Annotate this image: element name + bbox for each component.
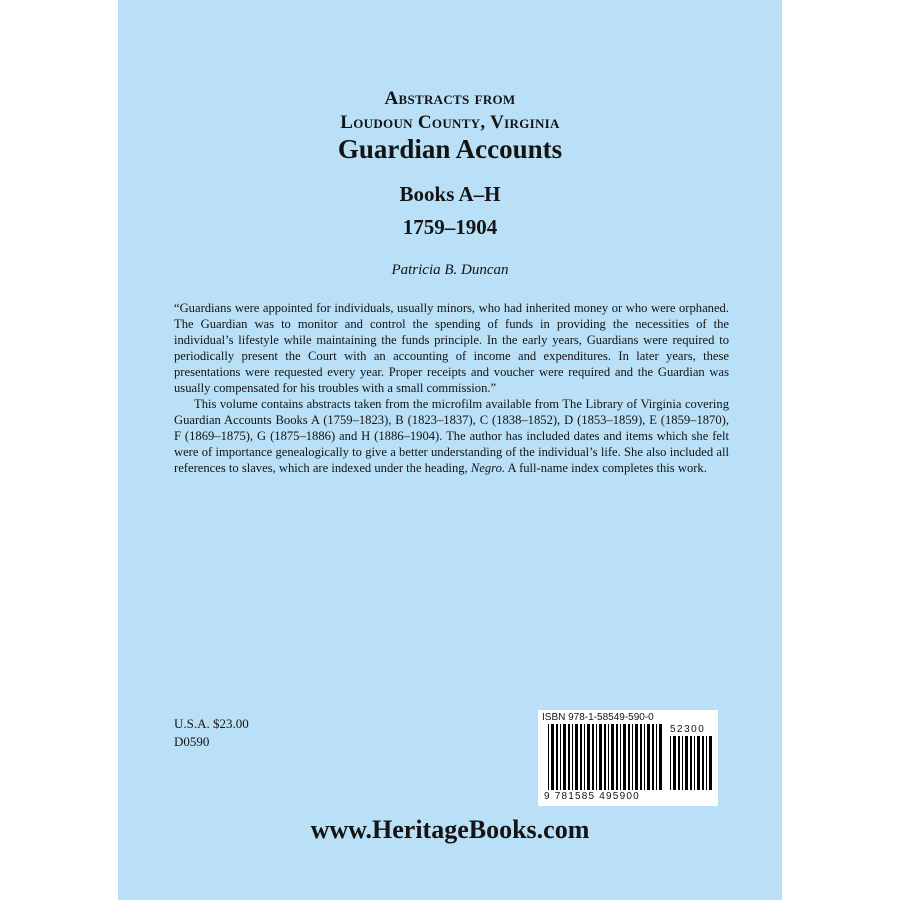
barcode-bar: [563, 724, 566, 790]
barcode-bar: [670, 736, 671, 790]
description-paragraph-1: “Guardians were appointed for individuals, usually minors, who had inherited money or who were orphaned. The Guardian was to monitor and control the spending of funds in providing the necessities of the individual’s lifestyle while maintaining the funds principle. In the early years, Guardians were required to periodically present the Court with an accounting of income and expenditures. In later years, these presentations were requested every year. Proper receipts and voucher were required and the Guardian was usually compensated for his troubles with a small commission.”: [174, 301, 729, 395]
barcode-bar: [656, 724, 657, 790]
barcode-bar: [611, 724, 614, 790]
header-line-2: Loudoun County, Virginia: [340, 112, 560, 133]
barcode-bar: [556, 724, 558, 790]
barcode-bar: [652, 724, 654, 790]
barcode-bar: [709, 736, 712, 790]
barcode-bar: [694, 736, 695, 790]
barcode-bar: [659, 724, 662, 790]
barcode-bar: [599, 724, 602, 790]
barcode-bar: [706, 736, 707, 790]
barcode-label: [538, 710, 718, 806]
barcode-bar: [572, 724, 573, 790]
barcode-bar: [628, 724, 630, 790]
barcode-bar: [673, 736, 676, 790]
barcode-digits: 9 781585 495900: [544, 791, 640, 802]
website-url: www.HeritageBooks.com: [310, 815, 590, 844]
book-title: Guardian Accounts: [337, 134, 563, 164]
year-range: 1759–1904: [402, 215, 498, 239]
header-line-1: Abstracts from: [384, 88, 516, 109]
book-back-cover: [118, 0, 782, 900]
barcode-bar: [580, 724, 582, 790]
barcode-bar: [616, 724, 618, 790]
description-text-end: A full-name index completes this work.: [505, 461, 707, 475]
barcode-bar: [548, 724, 549, 790]
barcode-bar: [584, 724, 585, 790]
barcode-bar: [632, 724, 633, 790]
barcode-bar: [623, 724, 626, 790]
barcode-bar: [560, 724, 561, 790]
barcode-bar: [592, 724, 594, 790]
barcode-bar: [620, 724, 621, 790]
barcode-bar: [596, 724, 597, 790]
barcode-bar: [647, 724, 650, 790]
barcode-bar: [682, 736, 683, 790]
barcode-bar: [635, 724, 638, 790]
barcode-bar: [568, 724, 570, 790]
description-italic: Negro.: [470, 461, 506, 475]
description-text: This volume contains abstracts taken from the microfilm available from The Library of Virginia covering Guardian Accounts Books A (1759–1823), B (1823–1837), C (1838–1852), D (1853–1859), E (1859–1870), F (1869–1875), G (1875–1886) and H (1886–1904). The author has included dates and items which she felt were of importance genealogically to give a better understanding of the individual’s life. She also included all references to slaves, which are indexed under the heading,: [174, 397, 729, 475]
barcode-bar: [690, 736, 692, 790]
isbn-text: ISBN 978-1-58549-590-0: [542, 712, 654, 723]
description-paragraph-2: [174, 396, 729, 476]
description: [174, 300, 729, 476]
barcode-bar: [575, 724, 578, 790]
barcode-bar: [604, 724, 606, 790]
author-name: Patricia B. Duncan: [391, 262, 509, 278]
barcode-bar: [644, 724, 645, 790]
barcode-bar: [587, 724, 590, 790]
barcode-bar: [640, 724, 642, 790]
books-range: Books A–H: [399, 182, 501, 206]
barcode-bar: [608, 724, 609, 790]
barcode-bar: [551, 724, 554, 790]
price: U.S.A. $23.00: [174, 716, 249, 731]
barcode-bar: [697, 736, 700, 790]
barcode-bar: [685, 736, 688, 790]
product-code: D0590: [174, 734, 210, 749]
barcode-bar: [702, 736, 704, 790]
barcode-bar: [678, 736, 680, 790]
addon-digits: 52300: [670, 724, 706, 735]
